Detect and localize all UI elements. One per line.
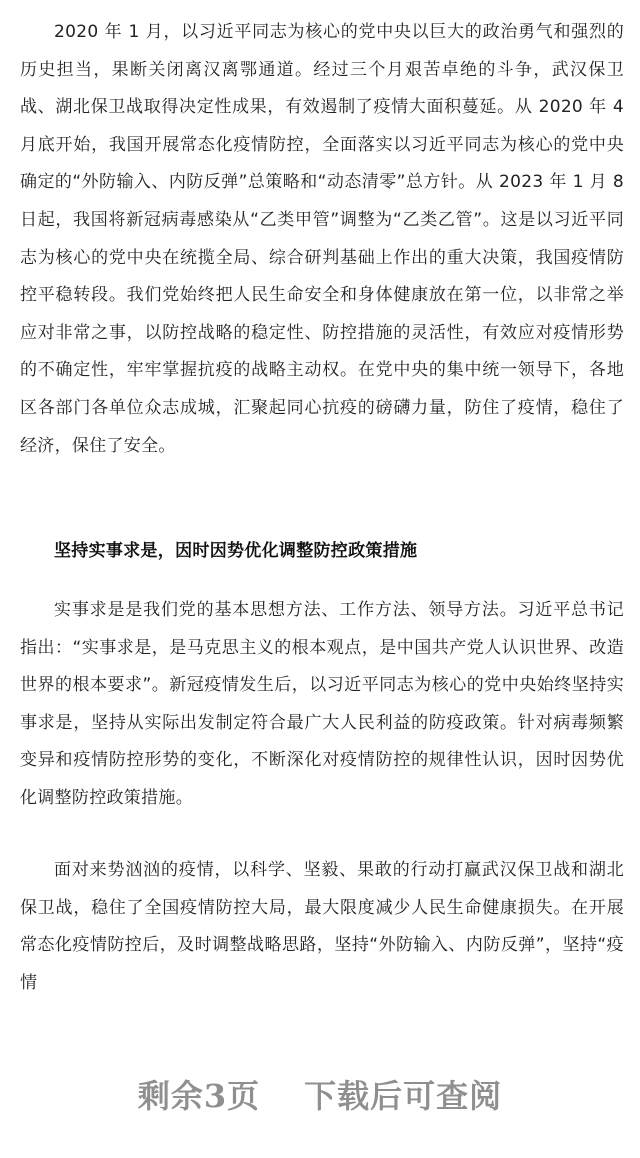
download-prompt-label: 下载后可查阅 bbox=[304, 1077, 503, 1115]
article-paragraph: 面对来势汹汹的疫情，以科学、坚毅、果敢的行动打赢武汉保卫战和湖北保卫战，稳住了全国疫情防控大局，最大限度减少人民生命健康损失。在开展常态化疫情防控后，及时调整战略思路，坚持“外防输入、内防反弹”，坚持“疫情 bbox=[20, 860, 624, 993]
article-paragraph: 2020 年 1 月，以习近平同志为核心的党中央以巨大的政治勇气和强烈的历史担当，果断关闭离汉离鄂通道。经过三个月艰苦卓绝的斗争，武汉保卫战、湖北保卫战取得决定性成果，有效遏制了疫情大面积蔓延。从 2020 年 4 月底开始，我国开展常态化疫情防控，全面落实以习近平同志为核心的党中央确定的“外防输入、内防反弹”总策略和“动态清零”总方针。从 2023 年 1 月 8 日起，我国将新冠病毒感染从“乙类甲管”调整为“乙类乙管”。这是以习近平同志为核心的党中央在统揽全局、综合研判基础上作出的重大决策，我国疫情防控平稳转段。我们党始终把人民生命安全和身体健康放在第一位，以非常之举应对非常之事，以防控战略的稳定性、防控措施的灵活性，有效应对疫情形势的不确定性，牢牢掌握抗疫的战略主动权。在党中央的集中统一领导下，各地区各部门各单位众志成城，汇聚起同心抗疫的磅礴力量，防住了疫情，稳住了经济，保住了安全。 bbox=[20, 22, 624, 456]
article-paragraph: 实事求是是我们党的基本思想方法、工作方法、领导方法。习近平总书记指出：“实事求是，是马克思主义的根本观点，是中国共产党人认识世界、改造世界的根本要求”。新冠疫情发生后，以习近平同志为核心的党中央始终坚持实事求是，坚持从实际出发制定符合最广大人民利益的防疫政策。针对病毒频繁变异和疫情防控形势的变化，不断深化对疫情防控的规律性认识，因时因势优化调整防控政策措施。 bbox=[20, 600, 624, 808]
section-heading: 坚持实事求是，因时因势优化调整防控政策措施 bbox=[54, 541, 418, 561]
download-notice[interactable] bbox=[0, 1072, 640, 1120]
remaining-pages-label: 剩余3页 bbox=[137, 1077, 261, 1115]
